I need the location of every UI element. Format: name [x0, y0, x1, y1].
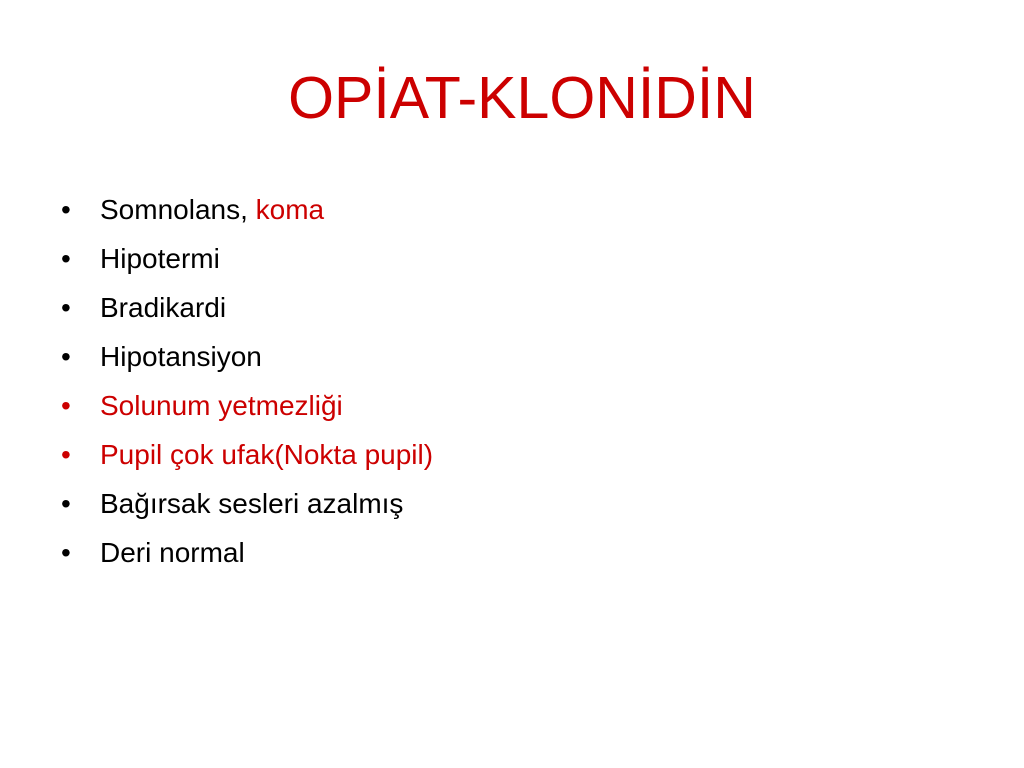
list-item-highlight: koma	[255, 194, 325, 225]
bullet-icon: •	[61, 243, 71, 274]
list-item-text	[100, 185, 324, 234]
bullet-icon: •	[61, 390, 71, 421]
list-item-label: Pupil çok ufak(Nokta pupil)	[100, 439, 434, 470]
bullet-icon: •	[61, 537, 71, 568]
bullet-icon: •	[61, 292, 71, 323]
slide-title: OPİAT-KLONİDİN	[288, 65, 756, 131]
list-item-label: Hipotermi	[100, 243, 220, 274]
list-item-label: Somnolans,	[100, 194, 256, 225]
list-item-label: Deri normal	[100, 537, 245, 568]
bullet-icon: •	[61, 439, 71, 470]
bullet-icon: •	[61, 341, 71, 372]
list-item-label: Hipotansiyon	[100, 341, 262, 372]
bullet-icon: •	[61, 488, 71, 519]
list-item-label: Bağırsak sesleri azalmış	[100, 488, 404, 519]
list-item-label: Bradikardi	[100, 292, 227, 323]
list-item-label: Solunum yetmezliği	[100, 390, 343, 421]
bullet-icon: •	[61, 194, 71, 225]
